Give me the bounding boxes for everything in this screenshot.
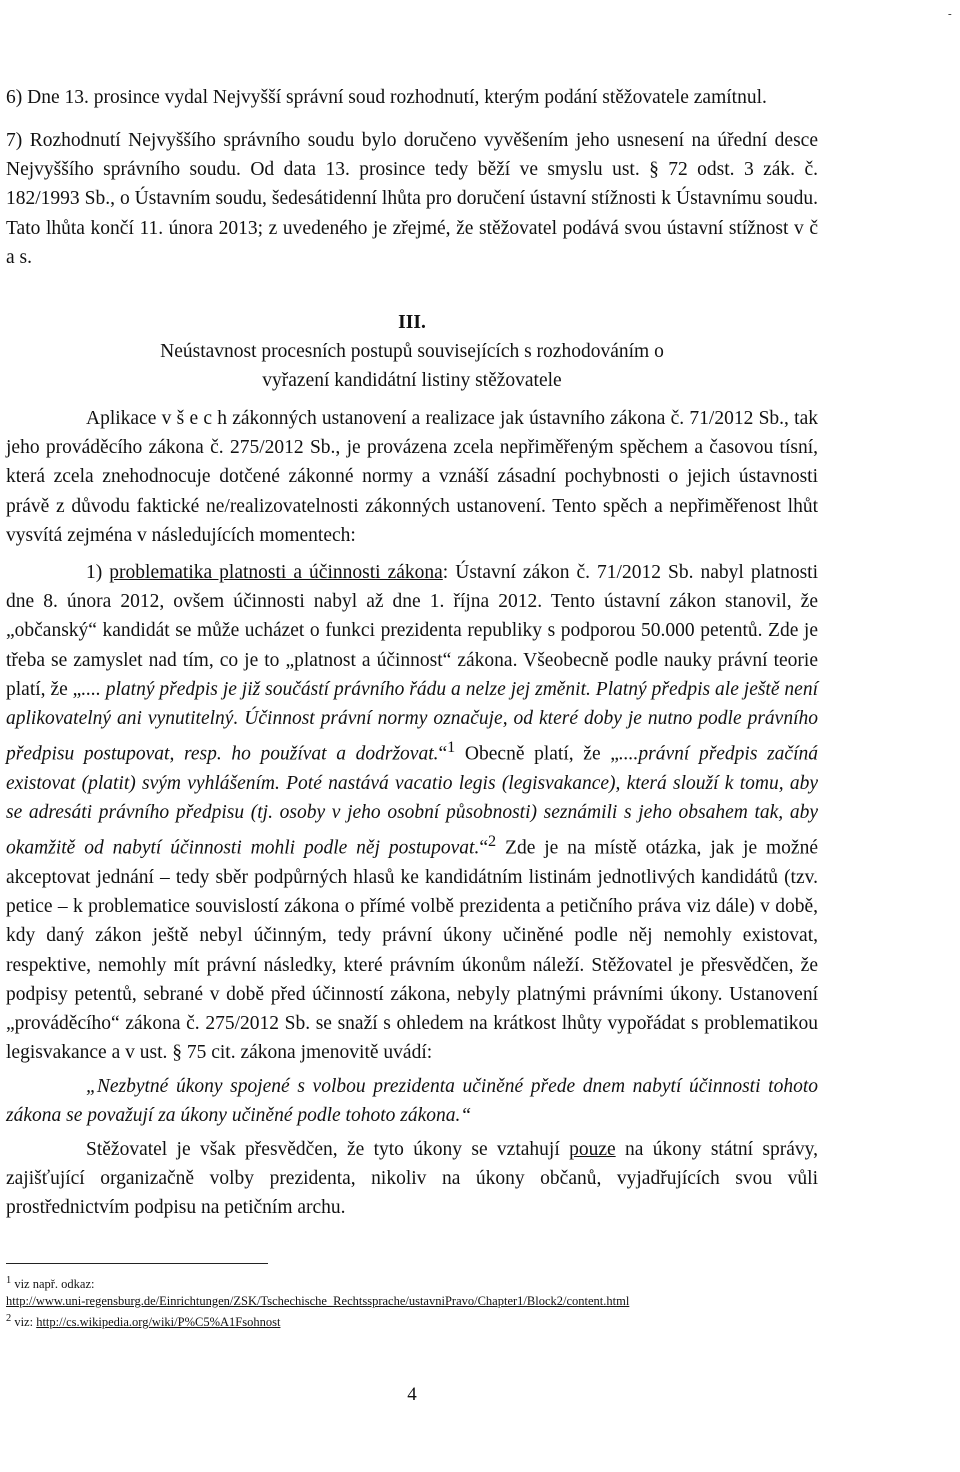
footnote-2-label: viz: [14,1315,37,1330]
item-1-paragraph: 1) problematika platnosti a účinnosti zákona: Ústavní zákon č. 71/2012 Sb. nabyl platnosti dne 8. února 2012, ovšem účinnosti nabyl až dne 1. října 2012. Tento ústavní zákon stanovil, že „občanský“ kandidát se může ucházet o funkci prezidenta republiky s podporou 50.000 petentů. Zde je třeba se zamyslet nad tím, co je to „platnost a účinnost“ zákona. Všeobecně podle nauky právní teorie platí, že „.... platný předpis je již součástí právního řádu a nelze jej změnit. Platný předpis ale ještě není aplikovatelný ani vynutitelný. Účinnost právní normy označuje, od které doby je nutno podle právního předpisu postupovat, resp. ho používat a dodržovat.“$^1$ Obecně platí, že „....právní předpis začíná existovat (platit) svým vyhlášením. Poté nastává vacatio legis (legisvakance), která slouží k tomu, aby se adresáti právního předpisu (tj. osoby v jeho osobní působnosti) seznámili s jeho obsahem tak, aby okamžitě od nabytí účinnosti mohli podle něj postupovat.“$^2$ Zde je na místě otázka, jak je možné akceptovat jednání – tedy sběr podpůrných hlasů ke kandidátním listinám jednotlivých kandidátů (tzv. petice – k problematice souvislostí zákona o přímé volbě prezidenta a petičního práva viz dále) v době, kdy daný zákon ještě nebyl účinným, tedy právní úkony učiněné podle něj nemohly existovat, respektive, nemohly mít právní následky, které právním úkonům náleží. Stěžovatel je přesvědčen, že podpisy petentů, sebrané v době před účinností zákona, nebyly platnými právními úkony. Ustanovení „prováděcího“ zákona č. 275/2012 Sb. se snaží s ohledem na krátkost lhůty vypořádat s problematikou legisvakance a v ust. § 75 cit. zákona jmenovitě uvádí: [6,562,819,1064]
statutory-citation-text: „Nezbytné úkony spojené s volbou prezidenta učiněné přede dnem nabytí účinnosti tohoto zákona se považují za úkony učiněné podle tohoto zákona.“ [6,1076,818,1127]
paragraph-conviction-underlined: pouze [569,1139,616,1160]
paragraph-7: 7) Rozhodnutí Nejvyššího správního soudu bylo doručeno vyvěšením jeho usnesení na úřední desce Nejvyššího správního soudu. Od data 13. prosince tedy běží ve smyslu ust. § 72 odst. 3 zák. č. 182/1993 Sb., o Ústavním soudu, šedesátidenní lhůta pro doručení ústavní stížnosti k Ústavnímu soudu. Tato lhůta končí 11. února 2013; z uvedeného je zřejmé, že stěžovatel podává svou ústavní stížnost v č a s. [6,130,818,268]
statutory-citation [6,1072,818,1130]
footnote-ref-1: 1 [447,738,456,757]
footnote-1-link[interactable]: http://www.uni-regensburg.de/Einrichtungen/ZSK/Tschechische_Rechtssprache/ustavniPravo/Chapter1/Block2/content.html [6,1294,630,1309]
paragraph-conviction-text-2: na úkony státní správy, zajišťující organizačně volby prezidenta, nikoliv na úkony občanů, vyjadřujících svou vůli prostřednictvím podpisu na petičním archu. [6,1139,818,1219]
footnote-1-mark: 1 [6,1275,12,1286]
footnote-2-link[interactable]: http://cs.wikipedia.org/wiki/P%C5%A1Fsohnost [36,1315,281,1330]
item-1-number: 1) [86,562,103,583]
paragraph-conviction-text-1: Stěžovatel je však přesvědčen, že tyto úkony se vztahují [86,1139,570,1160]
section-title: Neústavnost procesních postupů souvisejících s rozhodováním o vyřazení kandidátní listiny stěžovatele [160,341,664,392]
item-1-heading: problematika platnosti a účinnosti zákona [109,562,443,583]
item-1-text-2: Obecně platí, že „ [455,743,619,765]
footnote-ref-2: 2 [488,832,497,851]
footnote-2-line [6,1310,818,1331]
paragraph-conviction [6,1135,818,1223]
footnote-2-mark: 2 [6,1313,12,1325]
paragraph-aplikace: Aplikace v š e c h zákonných ustanovení a realizace jak ústavního zákona č. 71/2012 Sb., tak jeho prováděcího zákona č. 275/2012 Sb., je provázena zcela nepřiměřeným spěchem a časovou tísní, která zcela znehodnocuje dotčené zákonné normy a vznáší zásadní pochybnosti o jejich ústavnosti právě z důvodu faktické ne/realizovatelnosti zákonných ustanovení. Tento spěch a nepřiměřenost lhůt vysvítá zejména v následujících momentech: [6,408,818,546]
quote-2: ....právní předpis začíná existovat (platit) svým vyhlášením. Poté nastává vacatio legis (legisvakance), která slouží k tomu, aby se adresáti právního předpisu (tj. osoby v jeho osobní působnosti) seznámili s jeho obsahem tak, aby okamžitě od nabytí účinnosti mohli podle něj postupovat. [6,743,818,859]
page-number: 4 [407,1384,417,1405]
item-1-text-3: Zde je na místě otázka, jak je možné akceptovat jednání – tedy sběr podpůrných hlasů ke kandidátním listinám jednotlivých kandidátů (tzv. petice – k problematice souvislostí zákona o přímé volbě prezidenta a petičního práva viz dále) v době, kdy daný zákon ještě nebyl účinným, tedy právní úkony učiněné podle něj nemohly existovat, respektive, nemohly mít právní následky, které právním úkonům náleží. Stěžovatel je přesvědčen, že podpisy petentů, sebrané v době před účinností zákona, nebyly platnými právními úkony. Ustanovení „prováděcího“ zákona č. 275/2012 Sb. se snaží s ohledem na krátkost lhůty vypořádat s problematikou legisvakance a v ust. § 75 cit. zákona jmenovitě uvádí: [6,837,818,1064]
footnote-1-label-line [6,1272,818,1293]
edge-mark: - [948,8,952,20]
paragraph-6: 6) Dne 13. prosince vydal Nejvyšší správní soud rozhodnutí, kterým podání stěžovatele zamítnul. [6,87,767,108]
footnote-1-url-line [6,1293,818,1310]
footnote-1-label: viz např. odkaz: [14,1277,95,1292]
footnote-separator [6,1263,268,1264]
footnotes [6,1272,818,1331]
section-number: III. [398,312,426,333]
quote-1: .... platný předpis je již součástí právního řádu a nelze jej změnit. Platný předpis ale ještě není aplikovatelný ani vynutitelný. Účinnost právní normy označuje, od které doby je nutno podle právního předpisu postupovat, resp. ho používat a dodržovat. [6,678,818,765]
item-1-text-1: : Ústavní zákon č. 71/2012 Sb. nabyl platnosti dne 8. února 2012, ovšem účinnosti nabyl až dne 1. října 2012. Tento ústavní zákon stanovil, že „občanský“ kandidát se může ucházet o funkci prezidenta republiky s podporou 50.000 petentů. Zde je třeba se zamyslet nad tím, co je to „platnost a účinnost“ zákona. Všeobecně podle nauky právní teorie platí, že „ [6,562,819,700]
